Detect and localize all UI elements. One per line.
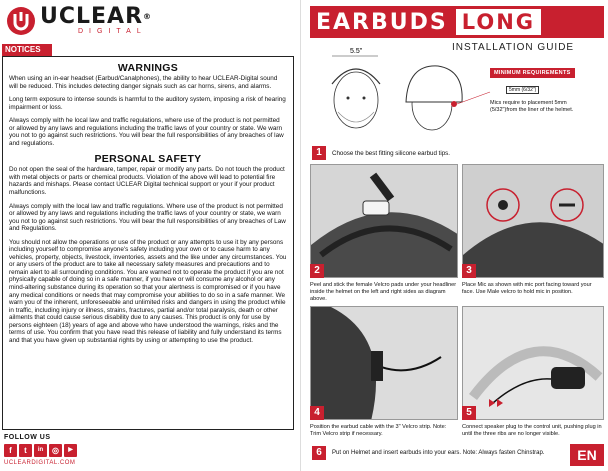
facebook-icon[interactable]: f	[4, 444, 17, 457]
step-6-text: Put on Helmet and insert earbuds into your ears. Note: Always fasten Chinstrap.	[332, 450, 545, 456]
dimension-label: 5.5"	[350, 48, 363, 55]
language-badge: EN	[570, 444, 604, 466]
warning-paragraph: When using an in-ear headset (Earbud/Canalphones), the ability to hear UCLEAR-Digital sound will be reduced. This includes detecting danger signals such as car horns, sirens, and alarms.	[9, 75, 278, 90]
notices-panel	[0, 0, 300, 471]
step-5-text: Connect speaker plug to the control unit, pushing plug in until the three ribs are no longer visible.	[462, 424, 602, 437]
requirements-note: Mics require to placement 5mm (5/32")from the liner of the helmet.	[490, 100, 574, 113]
safety-paragraph: Always comply with the local law and traffic regulations. Where use of the product is not permitted or allowed by any laws and regulations including the traffic laws of your country or state, we warn you not to go against such restrictions. You will bear the full responsibilities of any breaches of Law and Regulations.	[9, 202, 286, 233]
follow-us-label: FOLLOW US	[4, 434, 51, 441]
mm-label: 5mm (6/32")	[506, 86, 539, 94]
website-link[interactable]: UCLEARDIGITAL.COM	[4, 460, 76, 466]
step-2-number: 2	[310, 264, 324, 278]
twitter-icon[interactable]: t	[19, 444, 32, 457]
uclear-logo-icon	[6, 6, 36, 36]
step-5-number: 5	[462, 406, 476, 420]
guide-subtitle: INSTALLATION GUIDE	[452, 42, 575, 53]
step-3-number: 3	[462, 264, 476, 278]
warning-paragraph: Always comply with he local law and traffic regulations, where use of the product is not permitted or allowed by any laws and regulations including the traffic laws of your country or state. We warn you not to go against such restrictions. You will bear the full responsibilities of any breaches of law and regulations.	[9, 117, 284, 147]
panel-divider	[300, 0, 301, 471]
youtube-icon[interactable]: ▶	[64, 444, 77, 457]
warning-paragraph: Long term exposure to intense sounds is harmful to the auditory system, imposing a risk of hearing impairment or loss.	[9, 96, 286, 111]
step-4-text: Position the earbud cable with the 3" Velcro strip. Note: Trim Velcro strip if necessary.	[310, 424, 447, 437]
title-bar	[310, 6, 604, 38]
step-2-text: Peel and stick the female Velcro pads under your headliner inside the helmet on the left and right sides as diagram above.	[310, 282, 457, 302]
brand-sub: DIGITAL	[78, 28, 147, 35]
step-6-number: 6	[312, 446, 326, 460]
installation-panel	[304, 0, 608, 471]
warnings-title: WARNINGS	[117, 62, 179, 74]
step-4-photo	[310, 306, 458, 420]
brand-header	[6, 4, 152, 38]
step-5-photo	[462, 306, 604, 420]
step-1-number: 1	[312, 146, 326, 160]
safety-title: PERSONAL SAFETY	[94, 153, 202, 166]
helmet-diagram-icon	[314, 40, 494, 148]
brand-name: UCLEAR®	[40, 4, 153, 29]
social-links	[4, 444, 77, 457]
mic-placement-image-icon	[463, 165, 604, 278]
control-unit-image-icon	[463, 307, 604, 420]
title-earbuds: EARBUDS	[316, 9, 448, 35]
linkedin-icon[interactable]: in	[34, 444, 47, 457]
safety-paragraph: Do not open the seal of the hardware, tamper, repair or modify any parts. Do not touch the product with metal objects or parts or chemical products. Violation of the above will lead to potential fire hazards and mishaps. Please contact UCLEAR Digital technical support or your if your product malfunctions.	[9, 166, 285, 197]
safety-paragraph: You should not allow the operations or use of the product or any attempts to use it by any persons including yourself to compromise anyone's safety including your own or to cause harm to any vehicles, property, objects, livestock, inventories, assets and the like under any circumstances. You or any users of the product are to take all necessary safety measures and precautions and to remain alert to all surrounding conditions. You are warned not to operate the product if you are not physically capable of doing so in a safe manner, if you have or will consume any alcohol or any mind-altering substance during its operation so that your alertness is compromised or if you have any medical conditions or needs that may compromise your abilities to do so in a safe manner. We warn you of the inherent, unforeseeable and unlimited risks and dangers in using the product while in traffic, including injury or illness, strains, fractures, partial and/or total paralysis, death or other ailments that could cause serious disability due to any causes. This product is only for use by persons eighteen (18) years of age and above who have understood the warnings, risks and the terms of use. You confirm that you have read this release of liability and fully understand its terms and that you have given up substantial rights by using or attempting to use the product.	[9, 238, 287, 344]
step-1-text: Choose the best fitting silicone earbud tips.	[332, 150, 450, 157]
step-3-text: Place Mic as shown with mic port facing toward your face. Use Male velcro to hold mic in position.	[462, 282, 592, 295]
notices-box	[2, 56, 294, 430]
instagram-icon[interactable]: ◎	[49, 444, 62, 457]
step-3-photo	[462, 164, 604, 278]
title-long: LONG	[456, 9, 541, 35]
earbud-cable-image-icon	[311, 307, 458, 420]
helmet-liner-image-icon	[311, 165, 458, 278]
min-requirements-tag: MINIMUM REQUIREMENTS	[490, 68, 575, 78]
notices-tab: NOTICES	[2, 44, 52, 56]
step-2-photo	[310, 164, 458, 278]
step-4-number: 4	[310, 406, 324, 420]
